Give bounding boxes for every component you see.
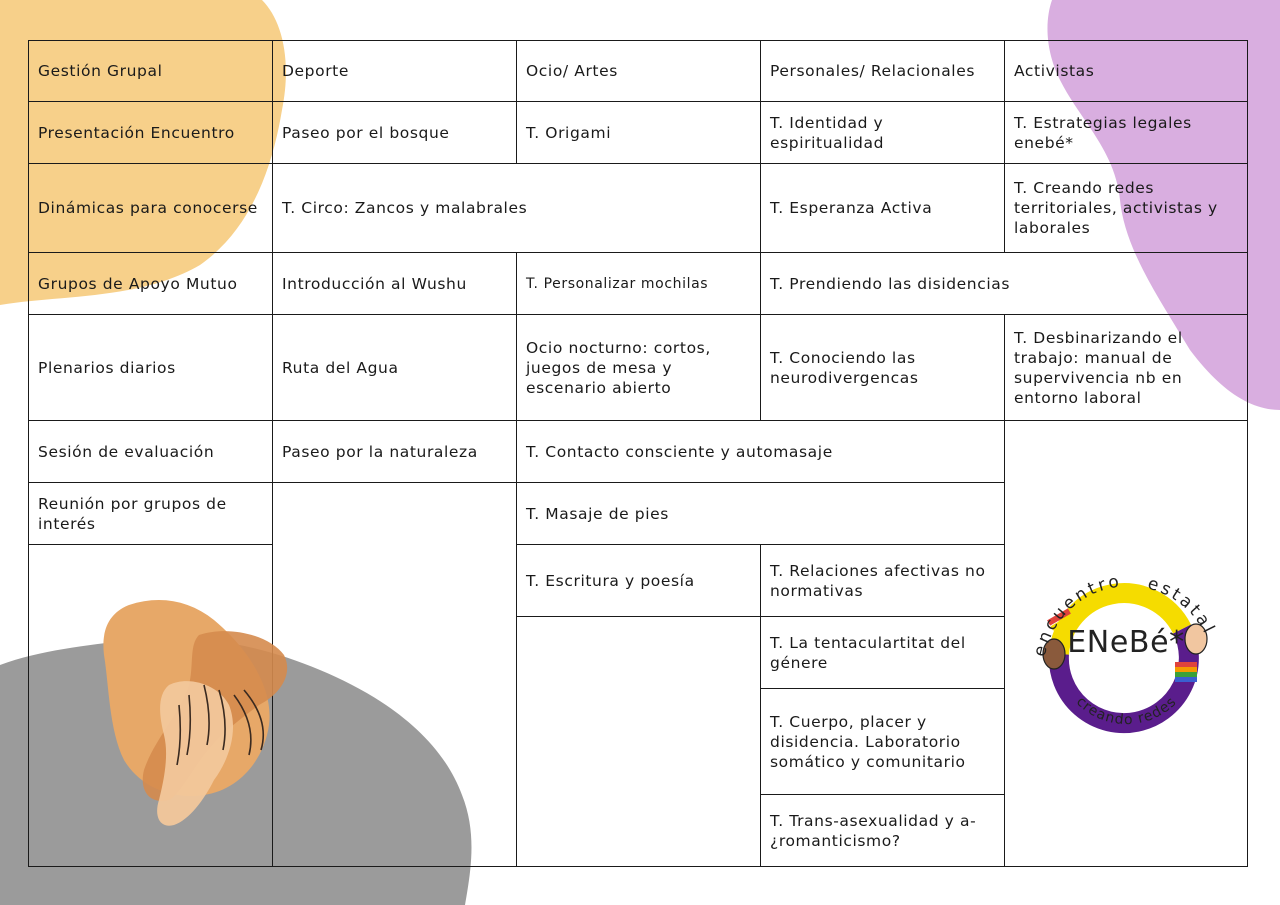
header-activistas: Activistas [1005,41,1248,102]
header-deporte: Deporte [273,41,517,102]
cell-tentaculartitat: T. La tentaculartitat del génere [761,617,1005,689]
cell-empty-deporte [273,483,517,867]
header-ocio-artes: Ocio/ Artes [517,41,761,102]
cell-circo: T. Circo: Zancos y malabrales [273,164,761,253]
cell-empty-ocio [517,617,761,867]
cell-neurodivergencas: T. Conociendo las neurodivergencas [761,315,1005,421]
cell-desbinarizando: T. Desbinarizando el trabajo: manual de supervivencia nb en entorno laboral [1005,315,1248,421]
cell-ruta-agua: Ruta del Agua [273,315,517,421]
enebe-logo [1014,544,1239,744]
cell-esperanza-activa: T. Esperanza Activa [761,164,1005,253]
cell-reunion-grupos-interes: Reunión por grupos de interés [29,483,273,545]
logo-estatal-text: estatal [1145,573,1220,639]
cell-trans-asexualidad: T. Trans-asexualidad y a-¿romanticismo? [761,795,1005,867]
cell-paseo-bosque: Paseo por el bosque [273,102,517,164]
cell-relaciones-afectivas: T. Relaciones afectivas no normativas [761,545,1005,617]
header-gestion-grupal: Gestión Grupal [29,41,273,102]
cell-escritura-poesia: T. Escritura y poesía [517,545,761,617]
cell-ocio-nocturno: Ocio nocturno: cortos, juegos de mesa y escenario abierto [517,315,761,421]
logo-center-text: ENeBé* [1067,624,1185,660]
cell-cuerpo-placer: T. Cuerpo, placer y disidencia. Laboratorio somático y comunitario [761,689,1005,795]
logo-encuentro-text: encuentro [1029,570,1124,659]
cell-identidad-espiritualidad: T. Identidad y espiritualidad [761,102,1005,164]
schedule-table [28,40,1248,867]
cell-wushu: Introducción al Wushu [273,253,517,315]
header-personales-relacionales: Personales/ Relacionales [761,41,1005,102]
stacked-hands-illustration [29,545,273,867]
cell-sesion-evaluacion: Sesión de evaluación [29,421,273,483]
logo-creando-redes-text: creando redes [1073,693,1180,728]
cell-hands-illustration [29,545,273,867]
cell-creando-redes: T. Creando redes territoriales, activistas y laborales [1005,164,1248,253]
cell-grupos-apoyo-mutuo: Grupos de Apoyo Mutuo [29,253,273,315]
cell-personalizar-mochilas: T. Personalizar mochilas [517,253,761,315]
cell-origami: T. Origami [517,102,761,164]
cell-dinamicas-conocerse: Dinámicas para conocerse [29,164,273,253]
cell-contacto-consciente: T. Contacto consciente y automasaje [517,421,1005,483]
cell-prendiendo-disidencias: T. Prendiendo las disidencias [761,253,1248,315]
cell-masaje-pies: T. Masaje de pies [517,483,1005,545]
logo-cell [1005,421,1248,867]
cell-estrategias-legales: T. Estrategias legales enebé* [1005,102,1248,164]
cell-presentacion-encuentro: Presentación Encuentro [29,102,273,164]
cell-plenarios-diarios: Plenarios diarios [29,315,273,421]
cell-paseo-naturaleza: Paseo por la naturaleza [273,421,517,483]
